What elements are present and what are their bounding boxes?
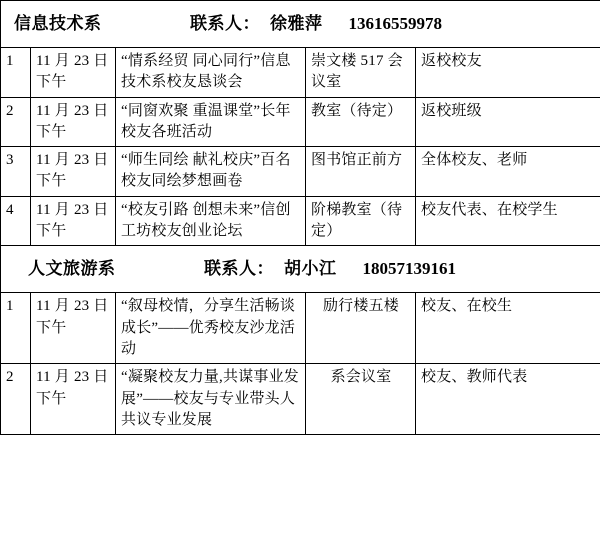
row-title: “同窗欢聚 重温课堂”长年校友各班活动: [116, 97, 306, 147]
row-date: 11 月 23 日下午: [31, 293, 116, 364]
row-title: “叙母校情，分享生活畅谈成长”——优秀校友沙龙活动: [116, 293, 306, 364]
contact-name: 胡小江: [284, 259, 337, 279]
table-row: [1, 97, 600, 147]
row-number: 4: [1, 196, 31, 246]
row-place: 图书馆正前方: [306, 147, 416, 197]
row-date: 11 月 23 日下午: [31, 364, 116, 435]
department-header-row: [1, 246, 600, 293]
row-people: 返校校友: [416, 48, 600, 98]
row-number: 2: [1, 97, 31, 147]
contact-phone: 13616559978: [348, 13, 442, 33]
contact-phone: 18057139161: [362, 259, 456, 279]
row-people: 全体校友、老师: [416, 147, 600, 197]
row-title: “校友引路 创想未来”信创工坊校友创业论坛: [116, 196, 306, 246]
department-header-cell: [1, 1, 600, 48]
row-number: 1: [1, 293, 31, 364]
row-title: “情系经贸 同心同行”信息技术系校友恳谈会: [116, 48, 306, 98]
row-place: 教室（待定）: [306, 97, 416, 147]
table-row: [1, 293, 600, 364]
row-title: “师生同绘 献礼校庆”百名校友同绘梦想画卷: [116, 147, 306, 197]
row-date: 11 月 23 日下午: [31, 48, 116, 98]
row-place: 励行楼五楼: [306, 293, 416, 364]
contact-label: 联系人：: [190, 13, 260, 33]
row-place: 阶梯教室（待定）: [306, 196, 416, 246]
department-header-row: [1, 1, 600, 48]
department-name: 人文旅游系: [28, 259, 116, 279]
row-place: 崇文楼 517 会议室: [306, 48, 416, 98]
row-date: 11 月 23 日下午: [31, 97, 116, 147]
department-header-cell: [1, 246, 600, 293]
row-people: 校友、在校生: [416, 293, 600, 364]
department-name: 信息技术系: [14, 13, 102, 33]
table-row: [1, 364, 600, 435]
row-date: 11 月 23 日下午: [31, 147, 116, 197]
row-title: “凝聚校友力量,共谋事业发展”——校友与专业带头人共议专业发展: [116, 364, 306, 435]
row-number: 2: [1, 364, 31, 435]
row-number: 3: [1, 147, 31, 197]
row-people: 校友、教师代表: [416, 364, 600, 435]
row-people: 校友代表、在校学生: [416, 196, 600, 246]
row-people: 返校班级: [416, 97, 600, 147]
table-row: [1, 196, 600, 246]
row-place: 系会议室: [306, 364, 416, 435]
row-number: 1: [1, 48, 31, 98]
table-row: [1, 147, 600, 197]
contact-name: 徐雅萍: [270, 13, 323, 33]
row-date: 11 月 23 日下午: [31, 196, 116, 246]
table-row: [1, 48, 600, 98]
contact-label: 联系人：: [204, 259, 274, 279]
